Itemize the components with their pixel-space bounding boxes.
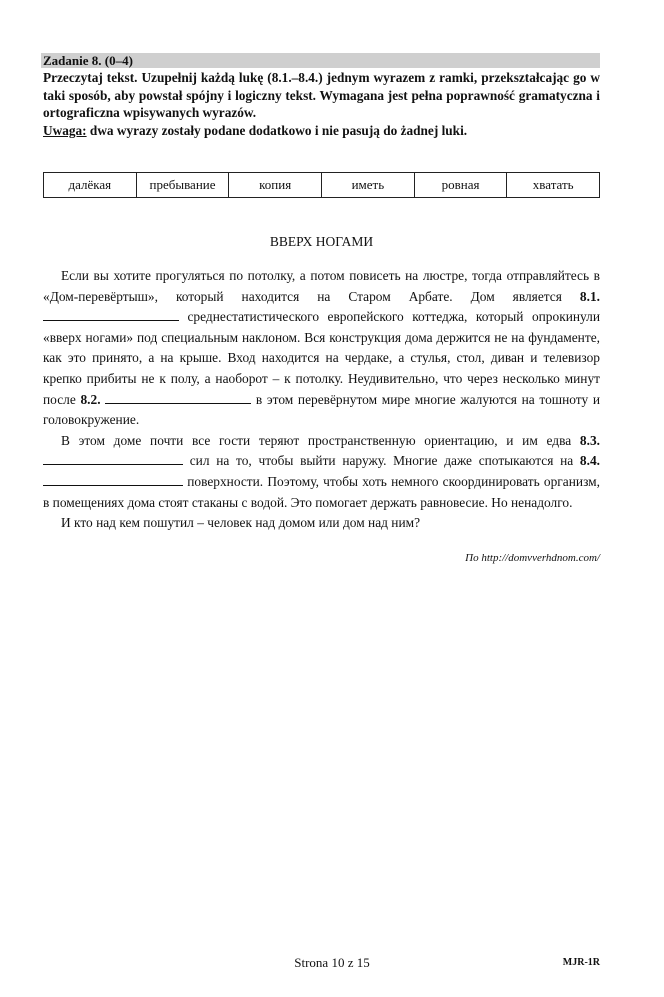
paragraph-text: В этом доме почти все гости теряют пространственную ориентацию, и им едва: [61, 432, 580, 448]
gap-blank-8-3[interactable]: [43, 452, 183, 465]
word-box-item: пребывание: [137, 173, 230, 197]
word-box-item: иметь: [322, 173, 415, 197]
gap-blank-8-1[interactable]: [43, 308, 179, 321]
instruction-main: Przeczytaj tekst. Uzupełnij każdą lukę (8.1.–8.4.) jednym wyrazem z ramki, przekształcając go w taki sposób, aby powstał spójny i logiczny tekst. Wymagana jest pełna poprawność gramatyczna i ortograficzna wpisywanych wyrazów.: [43, 70, 600, 120]
paragraph-text: Если вы хотите прогуляться по потолку, а потом повисеть на люстре, тогда отправляйтесь в «Дом-перевёртыш», который находится на Старом Арбате. Дом является: [43, 268, 600, 304]
word-box-item: далёкая: [44, 173, 137, 197]
text-title: ВВЕРХ НОГАМИ: [269, 234, 374, 249]
exam-code: MJR-1R: [562, 957, 600, 968]
paragraph-text: сил на то, чтобы выйти наружу. Многие даже спотыкаются на: [183, 453, 580, 469]
gap-label-8-3: 8.3.: [579, 432, 600, 448]
paragraph-3: И кто над кем пошутил – человек над домом или дом над ним?: [61, 515, 421, 531]
note-text: dwa wyrazy zostały podane dodatkowo i nie pasują do żadnej luki.: [86, 122, 468, 138]
gap-label-8-4: 8.4.: [579, 453, 600, 469]
word-box-item: хватать: [532, 177, 574, 192]
gap-label-8-1: 8.1.: [579, 288, 600, 304]
paragraph-text: поверхности. Поэтому, чтобы хоть немного скоординировать организм, в помещениях дома стоят стаканы с водой. Это помогает держать равновесие. Но ненадолго.: [43, 473, 600, 510]
paragraph-text: в этом перевёрнутом мире многие жалуются на тошноту и головокружение.: [43, 391, 600, 428]
gap-blank-8-4[interactable]: [43, 473, 183, 486]
gap-label-8-2: 8.2.: [80, 391, 101, 407]
note-label: Uwaga:: [43, 122, 87, 138]
word-box-item: ровная: [415, 173, 508, 197]
task-header: Zadanie 8. (0–4): [41, 53, 600, 68]
paragraph-text: среднестатистического европейского коттеджа, который опрокинули «вверх ногами» под специальным наклоном. Вся конструкция дома держится не на фундаменте, как это принято, а на крыше. Вход находится на чердаке, а стулья, стол, диван и телевизор крепко прибиты не к полу, а наоборот – к потолку. Неудивительно, что через несколько минут после: [43, 309, 600, 407]
page-number: Strona 10 z 15: [294, 955, 370, 970]
reading-text: [43, 266, 600, 534]
source-citation: По http://domvverhdnom.com/: [465, 552, 600, 564]
paragraph-2: [43, 431, 600, 513]
word-box-item: копия: [229, 173, 322, 197]
task-instruction: [43, 69, 600, 139]
word-box: [43, 172, 600, 198]
paragraph-1: [43, 266, 600, 431]
gap-blank-8-2[interactable]: [105, 391, 251, 404]
